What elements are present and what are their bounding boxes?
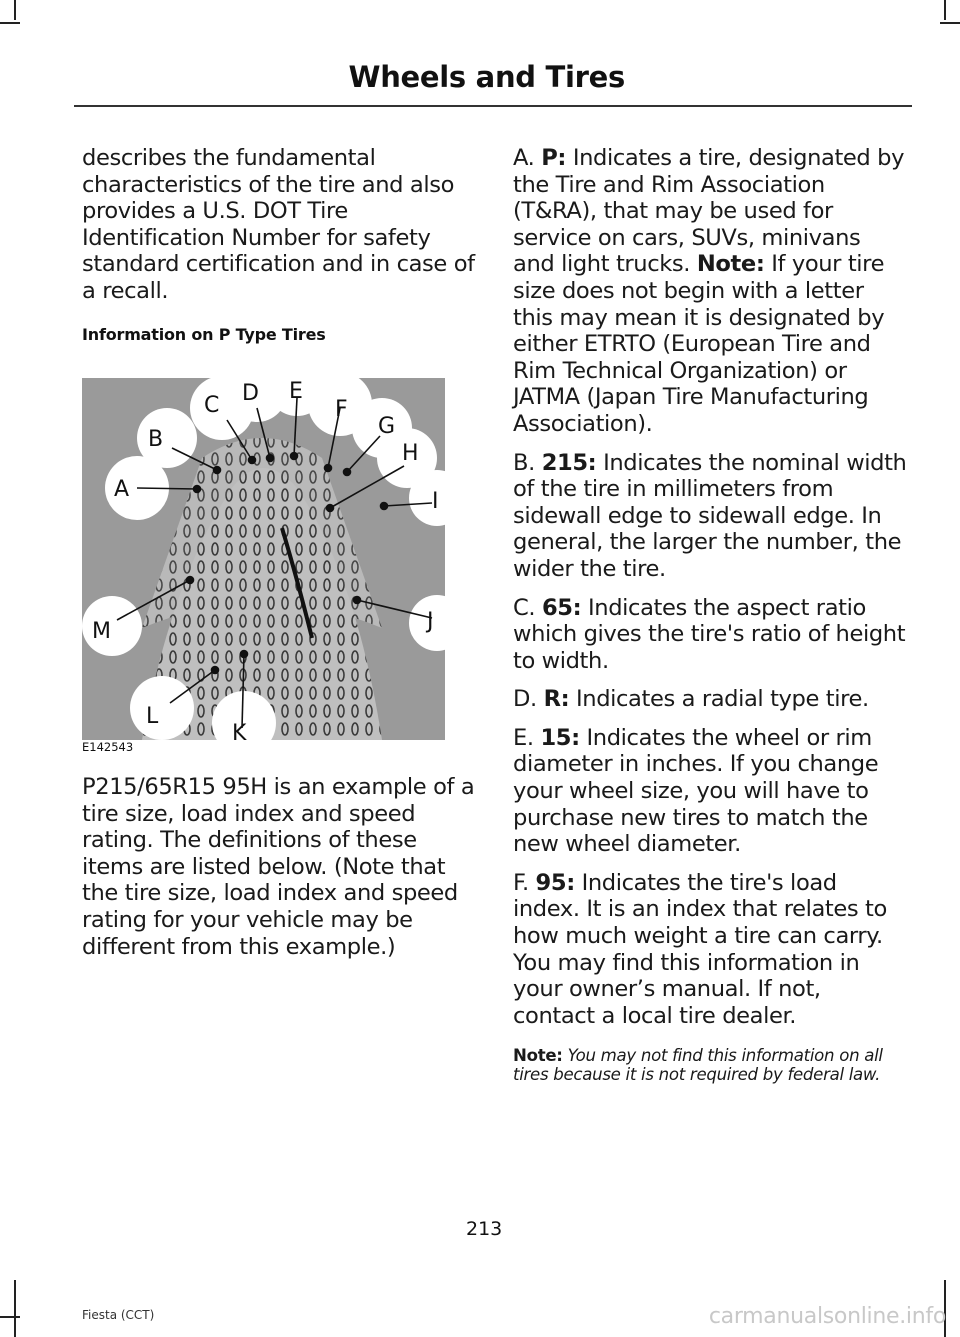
item-prefix: E.: [513, 724, 534, 751]
tire-sidewall-figure: [82, 378, 447, 762]
item-text: Indicates the tire's load index. It is an index that relates to how much weight a tire can carry. You may find this information in your owner’s manual. If not, contact a local tire dealer.: [513, 869, 887, 1029]
item-prefix: C.: [513, 594, 536, 621]
left-column: [82, 145, 477, 344]
item-key: 65:: [541, 594, 582, 621]
item-prefix: A.: [513, 145, 535, 171]
section-subheading: Information on P Type Tires: [82, 324, 326, 344]
crop-mark: [14, 1280, 16, 1337]
callout-letter-a: A: [114, 477, 130, 502]
item-key: P:: [541, 145, 567, 171]
footnote-label: Note:: [513, 1046, 563, 1066]
tire-diagram-svg: [82, 378, 447, 740]
figure-code: E142543: [82, 740, 134, 754]
page-title: Wheels and Tires: [348, 60, 625, 94]
header-divider: [74, 105, 912, 107]
item-key: 15:: [540, 724, 580, 751]
crop-mark: [0, 22, 20, 24]
inline-note-text: If your tire size does not begin with a letter this may mean it is designated by either ETRTO (European Tire and Rim Technical Organization) or JATMA (Japan Tire Manufacturing Association).: [513, 251, 885, 437]
callout-letter-d: D: [242, 381, 259, 406]
item-text: Indicates the wheel or rim diameter in inches. If you change your wheel size, you will have to purchase new tires to match the new wheel diameter.: [513, 724, 879, 858]
definition-item-d: [513, 686, 908, 713]
item-text: Indicates the aspect ratio which gives the tire's ratio of height to width.: [513, 594, 906, 674]
definition-item-c: [513, 595, 908, 675]
footnote: [513, 1047, 908, 1084]
callout-letter-b: B: [148, 427, 164, 452]
inline-note-label: Note:: [696, 251, 765, 278]
example-paragraph: P215/65R15 95H is an example of a tire size, load index and speed rating. The definitions of these items are listed below. (Note that the tire size, load index and speed rating for your vehicle may be different from this example.): [82, 774, 475, 960]
example-paragraph-wrap: [82, 774, 477, 972]
item-text: Indicates the nominal width of the tire in millimeters from sidewall edge to sidewall edge. In general, the larger the number, the wider the tire.: [513, 449, 907, 582]
item-key: 215:: [541, 449, 597, 476]
right-column: [513, 145, 908, 1085]
callout-letter-c: C: [204, 393, 220, 418]
callout-letter-k: K: [232, 721, 247, 740]
definition-item-e: [513, 725, 908, 858]
crop-mark: [14, 0, 16, 20]
item-text: Indicates a tire, designated by the Tire and Rim Association (T&RA), that may be used for service on cars, SUVs, minivans and light trucks.: [513, 145, 905, 278]
callout-letter-e: E: [289, 379, 303, 404]
callout-letter-g: G: [378, 414, 396, 439]
definition-item-a: [513, 145, 908, 438]
page-number: 213: [466, 1218, 503, 1240]
item-text: Indicates a radial type tire.: [576, 686, 869, 713]
item-key: R:: [543, 686, 570, 713]
callout-letter-l: L: [146, 704, 159, 729]
watermark: carmanualsonline.info: [708, 1304, 946, 1329]
intro-paragraph: describes the fundamental characteristics of the tire and also provides a U.S. DOT Tire Identification Number for safety standard certification and in case of a recall.: [82, 145, 475, 304]
item-prefix: B.: [513, 449, 535, 476]
callout-letter-i: I: [432, 489, 439, 514]
model-label: Fiesta (CCT): [82, 1308, 155, 1322]
crop-mark: [940, 22, 960, 24]
crop-mark: [0, 1316, 20, 1318]
item-key: 95:: [535, 869, 575, 896]
callout-letter-m: M: [92, 619, 111, 644]
definition-item-b: [513, 450, 908, 583]
item-prefix: D.: [513, 686, 537, 713]
callout-letter-f: F: [335, 397, 348, 422]
callout-letter-j: J: [427, 609, 434, 634]
footnote-text: You may not find this information on all tires because it is not required by federal law.: [513, 1046, 883, 1084]
item-prefix: F.: [513, 869, 529, 896]
crop-mark: [944, 0, 946, 20]
definition-item-f: [513, 870, 908, 1030]
callout-letter-h: H: [402, 441, 419, 466]
